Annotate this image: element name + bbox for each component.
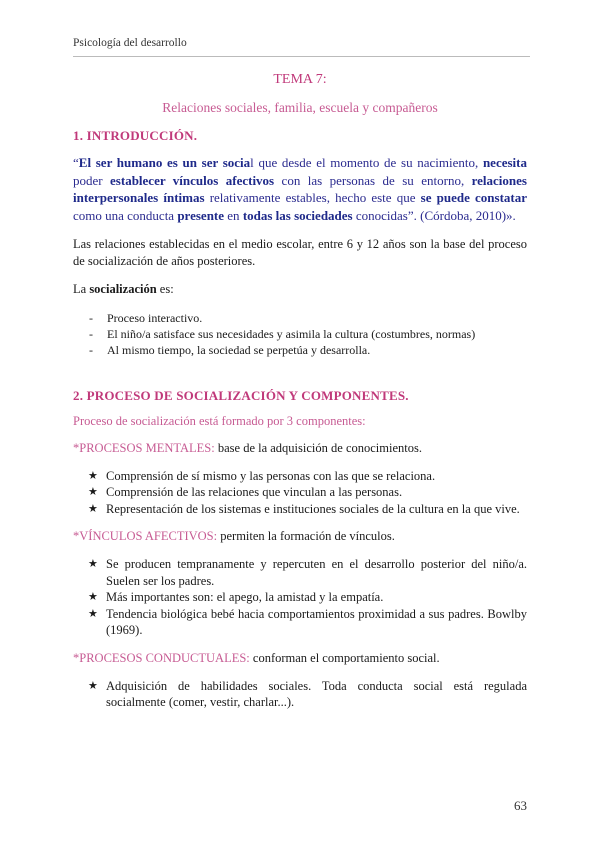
section-heading-proceso: 2. PROCESO DE SOCIALIZACIÓN Y COMPONENTES. [73,387,409,403]
list-item: - Al mismo tiempo, la sociedad se perpetúa y desarrolla. [89,342,527,358]
intro-paragraph: Las relaciones establecidas en el medio escolar, entre 6 y 12 años son la base del proceso de socialización de años posteriores. [73,237,527,268]
star-icon: ★ [88,502,98,515]
component-description: conforman el comportamiento social. [249,650,440,665]
socialization-term: socialización [89,282,157,296]
star-icon: ★ [88,607,98,620]
quote-emphasis: todas las sociedades [242,207,353,223]
quote-text: poder [73,172,111,188]
star-icon: ★ [88,558,98,570]
intro-quote [73,154,527,224]
quote-text: conocidas”. (Córdoba, 2010)». [352,207,516,223]
component-items [88,678,527,711]
list-item [88,501,527,518]
list-item [88,556,527,589]
component-label: *PROCESOS CONDUCTUALES: [73,650,250,665]
list-item-text: Más importantes son: el apego, la amistad y la empatía. [106,590,384,604]
star-icon: ★ [88,469,98,482]
list-item [88,484,527,501]
list-item [88,589,527,606]
section-heading-introduccion: 1. INTRODUCCIÓN. [73,128,198,143]
chapter-subtitle: Relaciones sociales, familia, escuela y compañeros [162,100,438,115]
header-divider [73,56,530,57]
chapter-title: TEMA 7: [273,72,327,87]
socialization-list [89,310,527,358]
quote-emphasis: se puede constatar [420,190,527,205]
quote-emphasis: relaciones interpersonales íntimas [73,172,527,205]
star-icon: ★ [88,486,98,498]
component-procesos-conductuales [73,651,527,666]
socialization-lead [73,281,527,298]
star-icon: ★ [88,591,98,603]
quote-emphasis: El ser humano es un ser socia [78,155,251,170]
quote-text: con las personas de su entorno, [274,172,472,188]
component-label: *VÍNCULOS AFECTIVOS: [73,529,218,543]
quote-text: “ [73,155,79,170]
list-item-text: Adquisición de habilidades sociales. Toda conducta social está regulada socialmente (comer, vestir, charlar...). [106,678,527,709]
list-item-text: Representación de los sistemas e instituciones sociales de la cultura en la que vive. [106,501,520,516]
page-content [73,72,527,723]
quote-emphasis: establecer vínculos afectivos [110,172,275,188]
component-description: permiten la formación de vínculos. [217,529,395,543]
component-items [88,556,527,639]
quote-emphasis: presente [177,207,225,223]
component-description: base de la adquisición de conocimientos. [214,440,422,455]
socialization-prefix: La [73,282,90,296]
component-procesos-mentales [73,441,527,456]
list-item [88,678,527,711]
page-number: 63 [514,798,527,813]
components-intro: Proceso de socialización está formado por 3 componentes: [73,413,366,428]
list-item-text: Comprensión de las relaciones que vinculan a las personas. [106,485,403,499]
quote-text: relativamente estables, hecho este que [204,190,421,205]
list-item: - El niño/a satisface sus necesidades y asimila la cultura (costumbres, normas) [89,326,527,342]
list-item [88,468,527,485]
star-icon: ★ [88,679,98,692]
quote-emphasis: necesita [482,155,527,170]
component-label: *PROCESOS MENTALES: [73,440,215,455]
component-items [88,468,527,518]
list-item [88,606,527,639]
running-header: Psicología del desarrollo [73,37,187,49]
quote-text: en [224,207,243,223]
list-item-text: Se producen tempranamente y repercuten en el desarrollo posterior del niño/a. Suelen ser los padres. [106,557,527,588]
list-item-text: Comprensión de sí mismo y las personas con las que se relaciona. [106,468,436,483]
quote-text: l que desde el momento de su nacimiento, [250,155,483,170]
list-item: - Proceso interactivo. [89,310,527,326]
quote-text: como una conducta [73,207,178,223]
list-item-text: Tendencia biológica bebé hacia comportamientos proximidad a sus padres. Bowlby (1969). [106,606,527,637]
component-vinculos-afectivos [73,529,527,544]
socialization-suffix: es: [156,282,174,296]
